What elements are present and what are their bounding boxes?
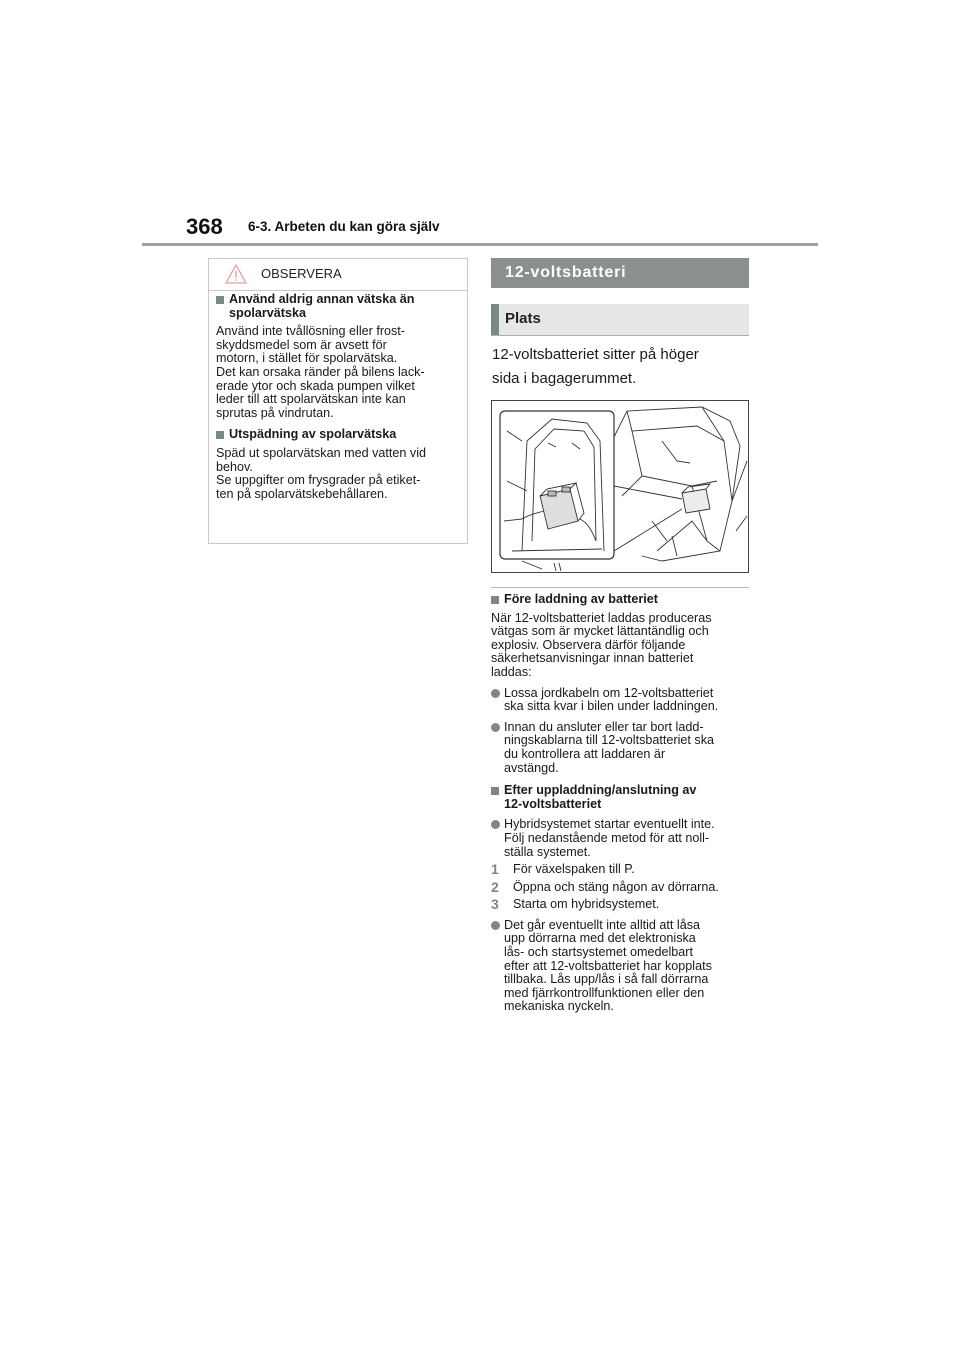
heading-text: Efter uppladdning/anslutning av 12-voltsbatteriet	[504, 783, 697, 811]
notice-header	[209, 259, 467, 291]
square-bullet-icon	[491, 787, 499, 795]
warning-triangle-icon	[225, 264, 247, 284]
figure-divider	[491, 587, 749, 588]
step-item	[491, 863, 753, 877]
heading-after-charging	[491, 784, 753, 811]
list-item-text: Hybridsystemet startar eventuellt inte. Följ nedanstående metod för att noll- ställa systemet.	[504, 817, 715, 859]
list-item-text: Innan du ansluter eller tar bort ladd- ningskablarna till 12-voltsbatteriet ska du kontrollera att laddaren är avstängd.	[504, 719, 715, 775]
section-title: 12-voltsbatteri	[491, 258, 749, 288]
notice-heading-text: Använd aldrig annan vätska än spolarvätska	[229, 292, 415, 320]
notice-box	[208, 258, 468, 544]
charging-paragraph: När 12-voltsbatteriet laddas produceras vätgas som är mycket lättantändlig och explosiv. Observera därför följande säkerhetsanvisningar innan batteriet laddas:	[491, 610, 712, 679]
notice-paragraph-1: Använd inte tvållösning eller frost- skyddsmedel som är avsett för motorn, i stället för spolarvätska. Det kan orsaka ränder på bilens lack- erade ytor och skada pumpen vilket leder till att spolarvätskan inte kan sprutas på vindrutan.	[216, 324, 425, 420]
square-bullet-icon	[491, 596, 499, 604]
notice-heading-1	[216, 293, 459, 320]
notice-heading-2	[216, 428, 459, 442]
step-number: 1	[491, 861, 499, 878]
list-item	[491, 919, 753, 1014]
intro-text: 12-voltsbatteriet sitter på höger sida i bagagerummet.	[492, 346, 699, 387]
circle-bullet-icon	[491, 689, 500, 698]
heading-before-charging	[491, 593, 753, 607]
battery-location-illustration	[491, 400, 749, 573]
square-bullet-icon	[216, 296, 224, 304]
square-bullet-icon	[216, 431, 224, 439]
subsection-title: Plats	[491, 304, 749, 335]
notice-title: OBSERVERA	[261, 266, 342, 281]
header-rule	[142, 243, 818, 246]
chapter-title: 6-3. Arbeten du kan göra själv	[248, 219, 440, 234]
notice-body	[209, 291, 467, 501]
notice-paragraph-2: Späd ut spolarvätskan med vatten vid behov. Se uppgifter om frysgrader på etiket- ten på spolarvätskebehållaren.	[216, 445, 427, 501]
circle-bullet-icon	[491, 921, 500, 930]
page-number: 368	[186, 214, 223, 239]
list-item	[491, 687, 753, 714]
step-text: Starta om hybridsystemet.	[513, 897, 660, 912]
step-item	[491, 898, 753, 912]
list-item-text: Det går eventuellt inte alltid att låsa upp dörrarna med det elektroniska lås- och startsystemet omedelbart efter att 12-voltsbatteriet har kopplats tillbaka. Lås upp/lås i så fall dörrarna med fjärrkontrollfunktionen eller den mekaniska nyckeln.	[504, 917, 712, 1014]
list-item	[491, 721, 753, 775]
battery-info	[491, 593, 753, 1014]
step-number: 3	[491, 896, 499, 913]
step-number: 2	[491, 878, 499, 895]
heading-text: Före laddning av batteriet	[504, 592, 658, 606]
list-item-text: Lossa jordkabeln om 12-voltsbatteriet ska sitta kvar i bilen under laddningen.	[504, 685, 719, 714]
step-item	[491, 878, 753, 895]
list-item	[491, 818, 753, 859]
step-text: Öppna och stäng någon av dörrarna.	[513, 879, 719, 894]
step-text: För växelspaken till P.	[513, 862, 635, 877]
circle-bullet-icon	[491, 820, 500, 829]
trunk-drawing	[492, 401, 748, 572]
circle-bullet-icon	[491, 723, 500, 732]
notice-heading-text: Utspädning av spolarvätska	[229, 427, 397, 442]
